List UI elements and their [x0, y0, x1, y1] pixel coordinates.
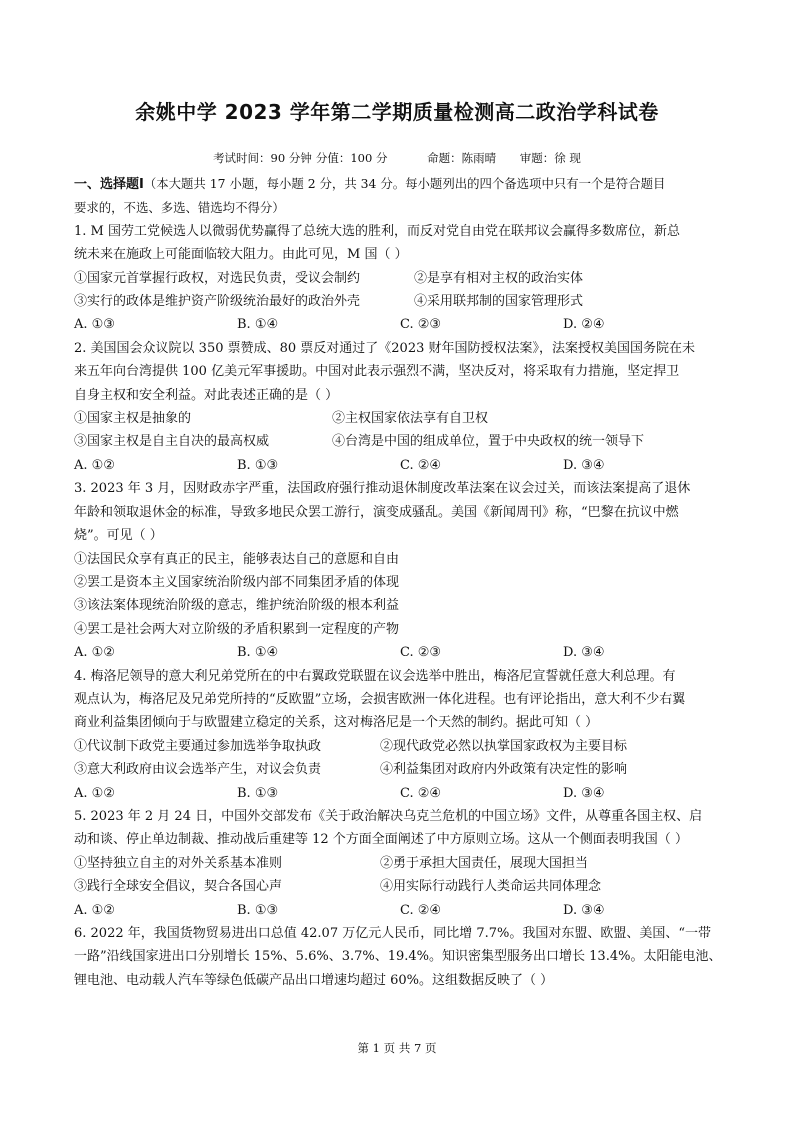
question-1: [74, 220, 726, 337]
answer-c: C. ②④: [400, 902, 442, 918]
option-4: ④利益集团对政府内外政策有决定性的影响: [380, 762, 628, 778]
option-2: ②勇于承担大国责任，展现大国担当: [380, 855, 589, 871]
answer-c: C. ②④: [400, 457, 442, 473]
section-heading: [74, 172, 726, 196]
question-stem: 5. 2023 年 2 月 24 日，中国外交部发布《关于政治解决乌克兰危机的中国立场》文件，从尊重各国主权、启: [74, 808, 703, 824]
exam-time: 考试时间：90 分钟: [213, 151, 312, 165]
option-3: ③该法案体现统治阶级的意志，维护统治阶级的根本利益: [74, 598, 400, 614]
exam-content: [74, 172, 726, 992]
question-stem: 年龄和领取退休金的标准，导致多地民众罢工游行，演变成骚乱。美国《新闻周刊》称，“巴黎在抗议中燃: [74, 504, 679, 520]
option-1: ①国家元首掌握行政权，对选民负责，受议会制约: [74, 270, 361, 286]
answer-a: A. ①②: [74, 902, 115, 918]
section-note: （本大题共 17 小题，每小题 2 分，共 34 分。每小题列出的四个备选项中只有一个是符合题目: [143, 176, 666, 191]
question-stem: 观点认为，梅洛尼及兄弟党所持的“反欧盟”立场，会损害欧洲一体化进程。也有评论指出，意大利不少右翼: [74, 691, 686, 707]
question-2: [74, 337, 726, 477]
option-3: ③践行全球安全倡议，契合各国心声: [74, 879, 283, 895]
answer-d: D. ③④: [563, 645, 605, 661]
question-stem: 统未来在施政上可能面临较大阻力。由此可见，M 国（ ）: [74, 247, 408, 263]
option-row: [74, 290, 726, 313]
answer-d: D. ③④: [563, 457, 605, 473]
page-number: 第 1 页 共 7 页: [357, 1041, 437, 1055]
question-stem: 4. 梅洛尼领导的意大利兄弟党所在的中右翼政党联盟在议会选举中胜出，梅洛尼宣誓就任意大利总理。有: [74, 668, 676, 684]
option-2: ②现代政党必然以执掌国家政权为主要目标: [380, 738, 628, 754]
answer-a: A. ①②: [74, 645, 115, 661]
answer-row: [74, 899, 726, 922]
question-stem: 来五年向台湾提供 100 亿美元军事援助。中国对此表示强烈不满，坚决反对，将采取有力措施，坚定捍卫: [74, 364, 680, 380]
option-row: [74, 758, 726, 781]
option-4: ④台湾是中国的组成单位，置于中央政权的统一领导下: [332, 434, 645, 450]
question-5: [74, 805, 726, 922]
answer-a: A. ①②: [74, 457, 115, 473]
question-4: [74, 665, 726, 805]
answer-c: C. ②④: [400, 785, 442, 801]
option-row: [74, 267, 726, 290]
answer-b: B. ①③: [237, 457, 279, 473]
question-stem: 3. 2023 年 3 月，因财政赤字严重，法国政府强行推动退休制度改革法案在议会过关，而该法案提高了退休: [74, 481, 691, 497]
option-3: ③国家主权是自主自决的最高权威: [74, 434, 270, 450]
option-1: ①法国民众享有真正的民主，能够表达自己的意愿和自由: [74, 551, 400, 567]
option-1: ①国家主权是抽象的: [74, 411, 192, 427]
answer-c: C. ②③: [400, 645, 442, 661]
answer-d: D. ③④: [563, 785, 605, 801]
question-stem: 锂电池、电动载人汽车等绿色低碳产品出口增速均超过 60%。这组数据反映了（ ）: [74, 972, 554, 988]
option-row: [74, 735, 726, 758]
question-stem: 1. M 国劳工党候选人以微弱优势赢得了总统大选的胜利，而反对党自由党在联邦议会赢得多数席位，新总: [74, 223, 680, 239]
answer-d: D. ②④: [563, 317, 605, 333]
option-row: [74, 875, 726, 898]
answer-row: [74, 641, 726, 664]
option-row: [74, 407, 726, 430]
question-stem: 商业利益集团倾向于与欧盟建立稳定的关系，这对梅洛尼是一个天然的制约。据此可知（ ）: [74, 715, 599, 731]
answer-row: [74, 454, 726, 477]
option-row: [74, 852, 726, 875]
option-3: ③实行的政体是维护资产阶级统治最好的政治外壳: [74, 294, 361, 310]
option-row: [74, 430, 726, 453]
answer-row: [74, 782, 726, 805]
question-stem: 自身主权和安全利益。对此表述正确的是（ ）: [74, 387, 339, 403]
option-3: ③意大利政府由议会选举产生，对议会负责: [74, 762, 322, 778]
section-title: 一、选择题Ⅰ: [74, 177, 144, 192]
answer-d: D. ③④: [563, 902, 605, 918]
answer-row: [74, 313, 726, 336]
option-4: ④采用联邦制的国家管理形式: [414, 294, 584, 310]
answer-b: B. ①④: [237, 317, 279, 333]
option-2: ②是享有相对主权的政治实体: [414, 270, 584, 286]
exam-reviewer: 审题：徐 现: [519, 151, 581, 165]
question-stem: 2. 美国国会众议院以 350 票赞成、80 票反对通过了《2023 财年国防授权法案》，法案授权美国国务院在未: [74, 340, 696, 356]
answer-b: B. ①③: [237, 902, 279, 918]
question-3: [74, 477, 726, 664]
question-6: [74, 922, 726, 992]
answer-a: A. ①③: [74, 317, 115, 333]
exam-score: 分值：100 分: [315, 151, 388, 165]
question-stem: 6. 2022 年，我国货物贸易进出口总值 42.07 万亿元人民币，同比增 7.7%。我国对东盟、欧盟、美国、“一带: [74, 926, 712, 941]
option-1: ①坚持独立自主的对外关系基本准则: [74, 855, 283, 871]
option-4: ④用实际行动践行人类命运共同体理念: [380, 879, 602, 895]
answer-b: B. ①③: [237, 785, 279, 801]
exam-meta: [0, 150, 794, 166]
question-stem: 烧”。可见（ ）: [74, 528, 163, 544]
question-stem: 一路”沿线国家进出口分别增长 15%、5.6%、3.7%、19.4%。知识密集型服务出口增长 13.4%。太阳能电池、: [74, 949, 722, 965]
section-note-line: 要求的，不选、多选、错选均不得分）: [74, 200, 285, 216]
answer-c: C. ②③: [400, 317, 442, 333]
question-stem: 动和谈、停止单边制裁、推动战后重建等 12 个方面全面阐述了中方原则立场。这从一个侧面表明我国（ ）: [74, 832, 688, 848]
option-4: ④罢工是社会两大对立阶级的矛盾积累到一定程度的产物: [74, 621, 400, 637]
exam-setter: 命题：陈雨晴: [427, 151, 497, 165]
page-title: 余姚中学 2023 学年第二学期质量检测高二政治学科试卷: [135, 100, 659, 124]
option-1: ①代议制下政党主要通过参加选举争取执政: [74, 738, 322, 754]
answer-a: A. ①②: [74, 785, 115, 801]
option-2: ②主权国家依法享有自卫权: [332, 411, 489, 427]
option-2: ②罢工是资本主义国家统治阶级内部不同集团矛盾的体现: [74, 574, 400, 590]
answer-b: B. ①④: [237, 645, 279, 661]
